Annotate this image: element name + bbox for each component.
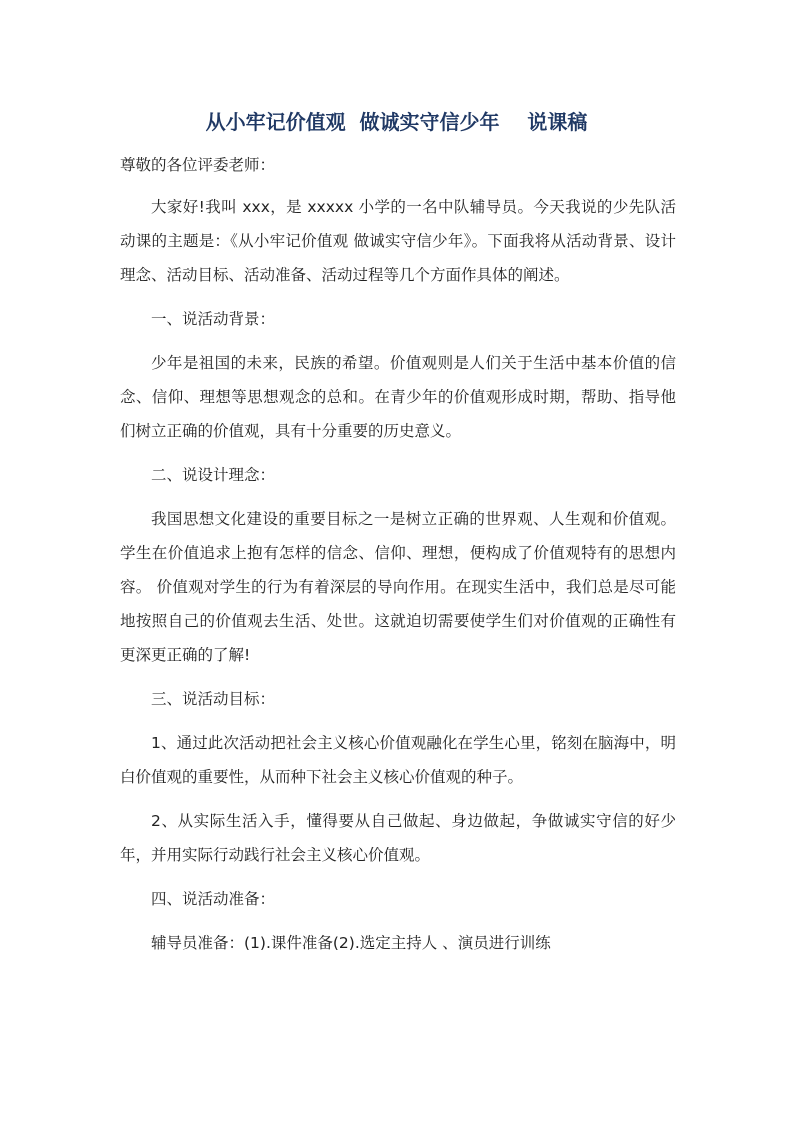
heading-objectives: 三、说活动目标：: [151, 690, 276, 708]
heading-background: 一、说活动背景：: [151, 310, 276, 328]
paragraph-background: 少年是祖国的未来，民族的希望。价值观则是人们关于生活中基本价值的信念、信仰、理想等思想观念的总和。在青少年的价值观形成时期，帮助、指导他们树立正确的价值观，具有十分重要的历史意义。: [120, 354, 676, 440]
greeting: 尊敬的各位评委老师：: [120, 156, 276, 174]
document-title: 从小牢记价值观 做诚实守信少年 说课稿: [205, 110, 588, 134]
paragraph-introduction: 大家好!我叫 xxx，是 xxxxx 小学的一名中队辅导员。今天我说的少先队活动课的主题是：《从小牢记价值观 做诚实守信少年》。下面我将从活动背景、设计理念、活动目标、活动准备、活动过程等几个方面作具体的阐述。: [120, 198, 676, 284]
heading-design-concept: 二、说设计理念：: [151, 466, 276, 484]
document-body: [120, 190, 676, 970]
paragraph-objective-2: 2、从实际生活入手，懂得要从自己做起、身边做起，争做诚实守信的好少年，并用实际行动践行社会主义核心价值观。: [120, 812, 676, 864]
heading-preparation: 四、说活动准备：: [151, 890, 276, 908]
paragraph-objective-1: 1、通过此次活动把社会主义核心价值观融化在学生心里，铭刻在脑海中，明白价值观的重要性，从而种下社会主义核心价值观的种子。: [120, 734, 676, 786]
paragraph-design-concept: 我国思想文化建设的重要目标之一是树立正确的世界观、人生观和价值观。学生在价值追求上抱有怎样的信念、信仰、理想，便构成了价值观特有的思想内容。 价值观对学生的行为有着深层的导向作用。在现实生活中，我们总是尽可能地按照自己的价值观去生活、处世。这就迫切需要使学生们对价值观的正确性有更深更正确的了解!: [120, 510, 676, 664]
paragraph-preparation: 辅导员准备：(1).课件准备(2).选定主持人 、演员进行训练: [151, 934, 551, 952]
